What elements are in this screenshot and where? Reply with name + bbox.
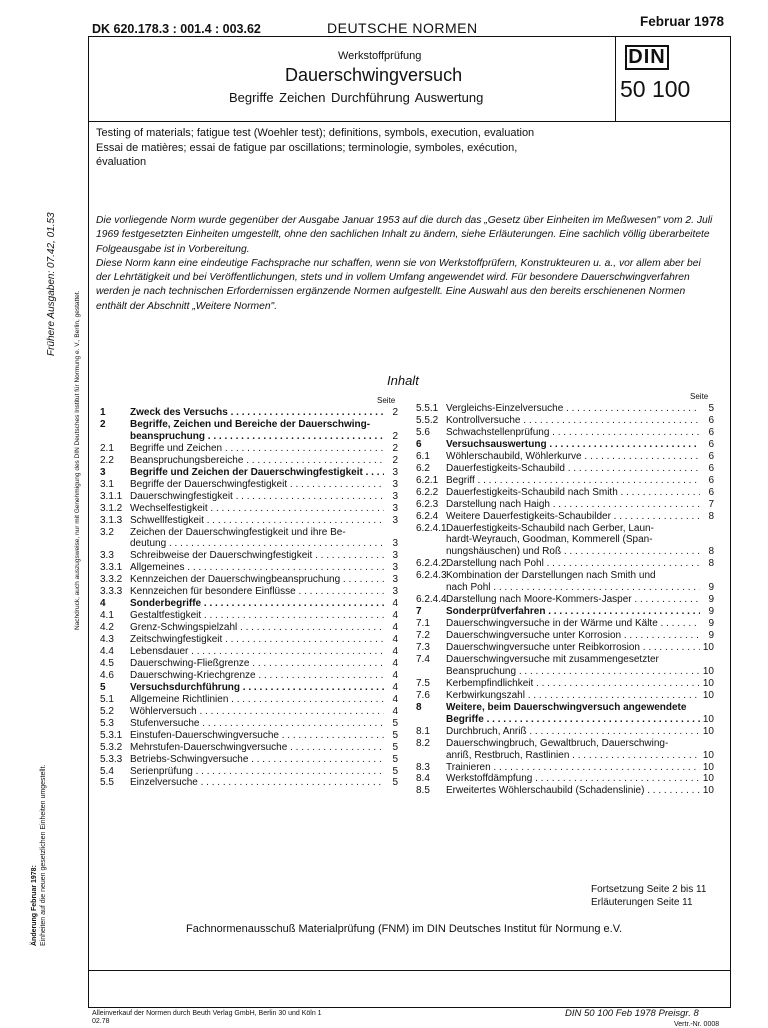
- toc-entry-page: 4: [392, 646, 398, 657]
- toc-entry-number: 5.5.2: [416, 414, 439, 426]
- committee-name: Fachnormenausschuß Materialprüfung (FNM) im DIN Deutsches Institut für Normung e.V.: [186, 923, 623, 935]
- toc-entry-number: 5.3.1: [100, 729, 123, 741]
- toc-entry-title: Trainieren . . .: [446, 761, 700, 774]
- toc-entry-page: 8: [708, 546, 714, 558]
- toc-entry-title: Kerbwirkungszahl . . .: [446, 689, 700, 702]
- toc-entry-title: nungshäuschen) und Roß . . .: [446, 545, 700, 558]
- toc-entry-page: 4: [392, 693, 398, 705]
- continuation-pages: Fortsetzung Seite 2 bis 11: [591, 884, 707, 895]
- toc-entry-number: 5: [100, 681, 106, 693]
- toc-entry-title: Allgemeines . . .: [130, 561, 384, 574]
- intro-text: [96, 214, 716, 314]
- toc-entry-title: Vergleichs-Einzelversuche . . .: [446, 402, 700, 415]
- din-box-divider: [615, 37, 616, 121]
- toc-entry-page: 9: [708, 594, 714, 606]
- toc-entry-number: 7.1: [416, 618, 430, 630]
- toc-entry-page: 3: [392, 502, 398, 514]
- toc-entry-page: 10: [702, 749, 714, 761]
- toc-entry-page: 10: [702, 785, 714, 797]
- toc-entry-title: Begriffe . . .: [446, 713, 700, 726]
- toc-entry-number: 6.1: [416, 450, 430, 462]
- toc-entry-page: 2: [392, 454, 398, 466]
- standard-number: 50 100: [620, 76, 691, 102]
- toc-entry-title: Darstellung nach Moore-Kommers-Jasper . . .: [446, 593, 700, 606]
- toc-entry-title: Zweck des Versuchs . . .: [130, 406, 384, 419]
- toc-entry-title: Dauerschwingbruch, Gewaltbruch, Dauerschwing-: [446, 737, 669, 749]
- toc-entry-page: 5: [708, 403, 714, 414]
- footer-reference: DIN 50 100 Feb 1978 Preisgr. 8: [565, 1008, 699, 1019]
- toc-entry-title: Wechselfestigkeit . . .: [130, 502, 384, 515]
- toc-entry-page: 6: [708, 450, 714, 462]
- toc-entry-page: 10: [702, 713, 714, 725]
- toc-entry-number: 5.3.2: [100, 741, 123, 753]
- toc-entry-title: Stufenversuche . . .: [130, 717, 384, 730]
- toc-entry-title: Dauerfestigkeits-Schaubild . . .: [446, 462, 700, 475]
- toc-entry-page: 3: [392, 550, 398, 562]
- toc-entry-page: 10: [702, 761, 714, 773]
- toc-entry-number: 2.1: [100, 442, 114, 454]
- toc-page-label-left: Seite: [377, 396, 396, 405]
- toc-entry-number: 3.1.3: [100, 514, 123, 526]
- toc-entry-number: 5.5: [100, 777, 114, 789]
- toc-entry-number: 8: [416, 701, 422, 713]
- toc-entry-number: 5.4: [100, 765, 114, 777]
- toc-entry-page: 3: [392, 478, 398, 490]
- toc-entry-page: 5: [392, 765, 398, 777]
- toc-entry-title: Dauerschwingversuche mit zusammengesetzter: [446, 653, 659, 665]
- toc-entry-page: 6: [708, 462, 714, 474]
- toc-entry-title: Dauerschwingversuche unter Reibkorrosion . . .: [446, 641, 700, 654]
- toc-left-column: [100, 406, 398, 836]
- toc-entry-number: 4.1: [100, 610, 114, 622]
- earlier-editions: Frühere Ausgaben: 07.42, 01.53: [46, 212, 57, 356]
- toc-entry-number: 6.2.1: [416, 474, 439, 486]
- toc-entry-page: 10: [702, 773, 714, 785]
- toc-entry-title: Beanspruchung . . .: [446, 665, 700, 678]
- toc-entry-page: 9: [708, 606, 714, 618]
- toc-entry-title: Einzelversuche . . .: [130, 776, 384, 789]
- toc-entry-page: 3: [392, 562, 398, 574]
- toc-heading: Inhalt: [387, 373, 419, 388]
- toc-entry-title: nach Pohl . . .: [446, 581, 700, 594]
- toc-entry-number: 4: [100, 598, 106, 610]
- toc-entry-page: 6: [708, 426, 714, 438]
- toc-entry-page: 6: [708, 414, 714, 426]
- toc-entry-number: 8.2: [416, 737, 430, 749]
- toc-entry-title: hardt-Weyrauch, Goodman, Kommerell (Span-: [446, 534, 653, 546]
- series-title: DEUTSCHE NORMEN: [327, 20, 478, 36]
- toc-entry-number: 6.2.4: [416, 510, 439, 522]
- toc-entry-page: 10: [702, 642, 714, 653]
- toc-entry-title: Dauerfestigkeits-Schaubild nach Smith . . .: [446, 486, 700, 499]
- toc-entry-number: 4.6: [100, 669, 114, 681]
- toc-entry-title: Wöhlerschaubild, Wöhlerkurve . . .: [446, 450, 700, 463]
- toc-entry-page: 5: [392, 729, 398, 741]
- toc-entry-page: 9: [708, 618, 714, 630]
- toc-entry-page: 4: [392, 705, 398, 717]
- toc-entry-title: Kontrollversuche . . .: [446, 414, 700, 427]
- toc-entry-number: 3.1.1: [100, 490, 123, 502]
- document-supertitle: Werkstoffprüfung: [338, 50, 422, 62]
- toc-entry: [100, 776, 398, 789]
- toc-entry-title: Dauerschwingfestigkeit . . .: [130, 490, 384, 503]
- toc-entry-number: 6.2.4.3: [416, 570, 447, 582]
- reprint-notice: Nachdruck, auch auszugsweise, nur mit Genehmigung des DIN Deutsches Institut für Normung e. V., Berlin, gestattet.: [74, 290, 81, 630]
- toc-entry-number: 1: [100, 407, 106, 418]
- toc-entry-page: 9: [708, 630, 714, 642]
- toc-entry-page: 10: [702, 689, 714, 701]
- toc-entry-page: 3: [392, 538, 398, 550]
- toc-entry-number: 4.3: [100, 634, 114, 646]
- document-subtitle: Begriffe Zeichen Durchführung Auswertung: [229, 90, 484, 105]
- change-note-title: Änderung Februar 1978:: [31, 865, 38, 946]
- toc-entry-number: 3.2: [100, 526, 114, 538]
- explanations-page: Erläuterungen Seite 11: [591, 897, 693, 908]
- toc-entry-title: deutung . . .: [130, 537, 384, 550]
- toc-entry-number: 8.3: [416, 761, 430, 773]
- toc-entry-number: 7.2: [416, 630, 430, 642]
- toc-entry-title: Schreibweise der Dauerschwingfestigkeit . . .: [130, 549, 384, 562]
- toc-entry-title: Kombination der Darstellungen nach Smith und: [446, 570, 656, 582]
- toc-entry-number: 4.4: [100, 646, 114, 657]
- toc-entry-title: Kennzeichen für besondere Einflüsse . . .: [130, 585, 384, 598]
- toc-entry-title: Durchbruch, Anriß . . .: [446, 725, 700, 738]
- toc-entry-title: Sonderbegriffe . . .: [130, 597, 384, 610]
- title-divider: [89, 121, 730, 122]
- toc-entry-number: 3.1: [100, 478, 114, 490]
- classification-code: DK 620.178.3 : 001.4 : 003.62: [92, 22, 261, 36]
- toc-entry-number: 3: [100, 466, 106, 478]
- toc-entry-page: 8: [708, 558, 714, 570]
- french-title-line2: évaluation: [96, 156, 147, 168]
- toc-entry-number: 7.3: [416, 642, 430, 653]
- toc-page-label-right: Seite: [690, 392, 709, 401]
- toc-entry-number: 6.2: [416, 462, 430, 474]
- toc-entry-title: Werkstoffdämpfung . . .: [446, 772, 700, 785]
- toc-entry-page: 7: [708, 498, 714, 510]
- toc-entry-title: Wöhlerversuch . . .: [130, 705, 384, 718]
- toc-right-column: [416, 402, 714, 832]
- toc-entry-title: Gestaltfestigkeit . . .: [130, 609, 384, 622]
- toc-entry-number: 6.2.4.4: [416, 594, 447, 606]
- toc-entry-number: 3.3: [100, 550, 114, 562]
- document-title: Dauerschwingversuch: [285, 65, 463, 85]
- sales-line: Alleinverkauf der Normen durch Beuth Verlag GmbH, Berlin 30 und Köln 1: [92, 1010, 322, 1017]
- toc-entry-title: Schwellfestigkeit . . .: [130, 514, 384, 527]
- toc-entry-number: 8.4: [416, 773, 430, 785]
- toc-entry-title: Serienprüfung . . .: [130, 765, 384, 778]
- toc-entry-page: 4: [392, 598, 398, 610]
- toc-entry-title: Begriffe der Dauerschwingfestigkeit . . .: [130, 478, 384, 491]
- toc-entry-page: 5: [392, 777, 398, 789]
- toc-entry-number: 6.2.3: [416, 498, 439, 510]
- toc-entry-number: 6.2.4.1: [416, 522, 447, 534]
- toc-entry-number: 5.2: [100, 705, 114, 717]
- toc-entry-page: 4: [392, 622, 398, 634]
- toc-entry-number: 7.5: [416, 677, 430, 689]
- toc-entry-number: 5.3: [100, 717, 114, 729]
- toc-entry-title: Allgemeine Richtlinien . . .: [130, 693, 384, 706]
- toc-entry-title: Darstellung nach Haigh . . .: [446, 498, 700, 511]
- toc-entry-number: 4.5: [100, 657, 114, 669]
- issue-date: Februar 1978: [640, 14, 725, 29]
- toc-entry-page: 4: [392, 657, 398, 669]
- toc-entry-title: Sonderprüfverfahren . . .: [446, 605, 700, 618]
- sales-code: 02.78: [92, 1018, 110, 1025]
- toc-entry-title: Dauerschwingversuche in der Wärme und Kälte . . .: [446, 617, 700, 630]
- toc-entry-page: 5: [392, 717, 398, 729]
- footer-vertr-number: Vertr.-Nr. 0008: [674, 1021, 720, 1028]
- toc-entry-title: Weitere, beim Dauerschwingversuch angewendete: [446, 701, 687, 713]
- toc-entry-title: Schwachstellenprüfung . . .: [446, 426, 700, 439]
- toc-entry-title: Zeichen der Dauerschwingfestigkeit und ihre Be-: [130, 526, 346, 538]
- toc-entry-page: 4: [392, 681, 398, 693]
- toc-entry-page: 3: [392, 574, 398, 586]
- toc-entry-title: Lebensdauer . . .: [130, 645, 384, 658]
- toc-entry-number: 2.2: [100, 454, 114, 466]
- toc-entry-page: 6: [708, 486, 714, 498]
- toc-entry-number: 3.1.2: [100, 502, 123, 514]
- toc-entry-page: 10: [702, 677, 714, 689]
- toc-entry-title: Weitere Dauerfestigkeits-Schaubilder . . .: [446, 510, 700, 523]
- toc-entry-page: 4: [392, 634, 398, 646]
- toc-entry-number: 5.6: [416, 426, 430, 438]
- toc-entry-number: 7.4: [416, 653, 430, 665]
- toc-entry-title: Betriebs-Schwingversuche . . .: [130, 753, 384, 766]
- toc-entry-title: Beanspruchungsbereiche . . .: [130, 454, 384, 467]
- toc-entry-number: 7: [416, 606, 422, 618]
- footer-divider: [89, 970, 730, 971]
- english-title: Testing of materials; fatigue test (Woehler test); definitions, symbols, execution, evaluation: [96, 127, 535, 139]
- french-title-line1: Essai de matières; essai de fatigue par oscillations; terminologie, symboles, exécution,: [96, 142, 518, 154]
- toc-entry-title: Begriffe und Zeichen der Dauerschwingfestigkeit . . .: [130, 466, 384, 479]
- toc-entry-page: 6: [708, 438, 714, 450]
- toc-entry-title: Versuchsdurchführung . . .: [130, 681, 384, 694]
- toc-entry-title: Grenz-Schwingspielzahl . . .: [130, 621, 384, 634]
- toc-entry-number: 5.3.3: [100, 753, 123, 765]
- toc-entry-page: 2: [392, 442, 398, 454]
- toc-entry-number: 2: [100, 418, 106, 430]
- toc-entry-number: 3.3.2: [100, 574, 123, 586]
- toc-entry-number: 8.5: [416, 785, 430, 797]
- toc-entry-title: Darstellung nach Pohl . . .: [446, 557, 700, 570]
- toc-entry-title: Begriffe und Zeichen . . .: [130, 442, 384, 455]
- toc-entry-title: Erweitertes Wöhlerschaubild (Schadenslinie) . . .: [446, 784, 700, 797]
- toc-entry-page: 2: [392, 430, 398, 442]
- toc-entry-title: Begriff . . .: [446, 474, 700, 487]
- toc-entry-page: 3: [392, 490, 398, 502]
- toc-entry-number: 3.3.3: [100, 586, 123, 598]
- toc-entry-page: 5: [392, 741, 398, 753]
- intro-paragraph-2: Diese Norm kann eine eindeutige Fachsprache nur schaffen, wenn sie von Werkstoffprüfern, Konstrukteuren u. a., vor allem aber bei der Lehrtätigkeit und bei Veröffentlichungen, stets und in vollem Umfang angewendet wird. Für besondere Dauerschwingverfahren werden je nach technischen Erfordernissen ergänzende Normen aufgestellt. Eine Auswahl aus den bereits erschienenen Normen enthält der Abschnitt „Weitere Normen".: [96, 257, 701, 312]
- intro-paragraph-1: Die vorliegende Norm wurde gegenüber der Ausgabe Januar 1953 auf die durch das „Gesetz über Einheiten im Meßwesen" vom 2. Juli 1969 festgesetzten Einheiten umgestellt, ohne den sachlichen Inhalt zu ändern, siehe Erläuterungen. Eine sachlich völlig überarbeitete Folgeausgabe ist in Vorbereitung.: [96, 215, 713, 255]
- toc-entry-number: 6: [416, 438, 422, 450]
- toc-entry-title: Begriffe, Zeichen und Bereiche der Dauerschwing-: [130, 418, 371, 430]
- toc-entry-number: 5.5.1: [416, 403, 439, 414]
- toc-entry-page: 3: [392, 466, 398, 478]
- change-note-text: Einheiten auf die neuen gesetzlichen Einheiten umgestellt.: [40, 764, 47, 946]
- toc-entry-page: 10: [702, 725, 714, 737]
- toc-entry-title: Dauerfestigkeits-Schaubild nach Gerber, Laun-: [446, 522, 654, 534]
- toc-entry-title: Kennzeichen der Dauerschwingbeanspruchung . . .: [130, 573, 384, 586]
- toc-entry-title: Zeitschwingfestigkeit . . .: [130, 633, 384, 646]
- toc-entry-title: Versuchsauswertung . . .: [446, 438, 700, 451]
- toc-entry: [416, 784, 714, 797]
- toc-entry-page: 10: [702, 665, 714, 677]
- toc-entry-title: Kerbempfindlichkeit . . .: [446, 677, 700, 690]
- toc-entry-title: Einstufen-Dauerschwingversuche . . .: [130, 729, 384, 742]
- din-logo: DIN: [625, 45, 669, 70]
- toc-entry-title: anriß, Restbruch, Rastlinien . . .: [446, 749, 700, 762]
- toc-entry-page: 6: [708, 474, 714, 486]
- toc-entry-number: 7.6: [416, 689, 430, 701]
- toc-entry-page: 5: [392, 753, 398, 765]
- toc-entry-title: Dauerschwingversuche unter Korrosion . . .: [446, 629, 700, 642]
- toc-entry-title: Mehrstufen-Dauerschwingversuche . . .: [130, 741, 384, 754]
- toc-entry-page: 3: [392, 586, 398, 598]
- toc-entry-number: 5.1: [100, 693, 114, 705]
- toc-entry-title: beanspruchung . . .: [130, 430, 384, 443]
- toc-entry-number: 8.1: [416, 725, 430, 737]
- toc-entry-page: 9: [708, 582, 714, 594]
- toc-entry-number: 4.2: [100, 622, 114, 634]
- toc-entry-number: 6.2.4.2: [416, 558, 447, 570]
- toc-entry-page: 4: [392, 669, 398, 681]
- toc-entry-page: 3: [392, 514, 398, 526]
- toc-entry-title: Dauerschwing-Kriechgrenze . . .: [130, 669, 384, 682]
- toc-entry-page: 8: [708, 510, 714, 522]
- toc-entry-title: Dauerschwing-Fließgrenze . . .: [130, 657, 384, 670]
- toc-entry-page: 4: [392, 610, 398, 622]
- toc-entry-number: 3.3.1: [100, 562, 123, 574]
- toc-entry-number: 6.2.2: [416, 486, 439, 498]
- toc-entry-page: 2: [392, 407, 398, 418]
